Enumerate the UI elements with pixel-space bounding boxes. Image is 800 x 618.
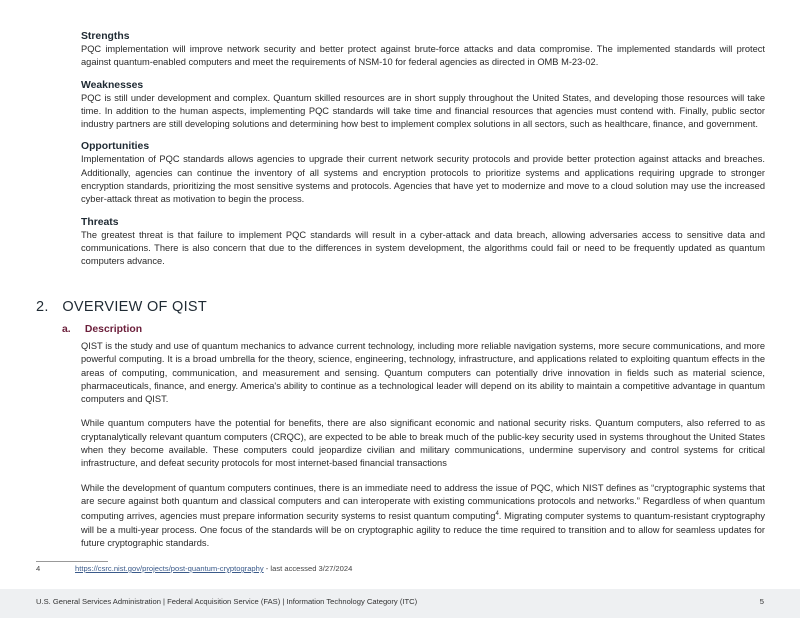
- description-paragraph-3: [81, 482, 765, 551]
- description-body: [81, 340, 765, 561]
- subsection-title-text: Description: [84, 324, 143, 335]
- footnote-number: 4: [36, 564, 41, 573]
- threats-heading: Threats: [81, 216, 119, 228]
- footer-text: U.S. General Services Administration | Federal Acquisition Service (FAS) | Information Technology Category (ITC): [36, 597, 418, 606]
- footnote: [36, 564, 352, 573]
- weaknesses-text: PQC is still under development and complex. Quantum skilled resources are in short supply throughout the United States, and developing those resources will take time. In addition to the human aspects, implementing PQC standards will take time and financial resources that agencies must contend with. Finally, public sector industry partners are still developing solutions and determining how best to implement complex solutions in all sectors, such as healthcare, finance, and government.: [81, 92, 765, 130]
- subsection-letter: a.: [62, 324, 71, 335]
- page-number: 5: [759, 597, 764, 606]
- section-title: [36, 299, 207, 315]
- swot-section: [81, 30, 765, 278]
- threats-text: The greatest threat is that failure to implement PQC standards will result in a cyber-attack and data breach, allowing adversaries access to sensitive data and communications. There is also concern that due to the differences in system development, the algorithms could fail or need to be frequently updated as quantum computers advance.: [81, 229, 765, 267]
- page-footer: [0, 589, 800, 618]
- footnote-divider: [36, 561, 108, 562]
- opportunities-heading: Opportunities: [81, 141, 150, 153]
- section-title-text: OVERVIEW OF QIST: [62, 299, 208, 315]
- footnote-reference[interactable]: 4: [495, 511, 499, 518]
- weaknesses-heading: Weaknesses: [81, 79, 144, 91]
- footnote-suffix: - last accessed 3/27/2024: [263, 564, 353, 573]
- section-number: 2.: [36, 299, 49, 315]
- description-paragraph-3-part-b: . Migrating computer systems to quantum-resistant cryptography will be a multi-year process. One focus of the standards will be on cryptographic agility to reduce the time required to transition and to allow for seamless updates for future cryptographic standards.: [81, 511, 765, 548]
- footnote-link[interactable]: https://csrc.nist.gov/projects/post-quantum-cryptography: [75, 564, 264, 573]
- strengths-heading: Strengths: [81, 31, 130, 42]
- description-paragraph-3-part-a: While the development of quantum computers continues, there is an immediate need to address the issue of PQC, which NIST defines as “cryptographic systems that are secure against both quantum and classical computers and can interoperate with existing communications protocols and networks.” Regardless of when quantum computing arrives, agencies must prepare information security systems to resist quantum computing: [81, 482, 765, 522]
- strengths-text: PQC implementation will improve network security and better protect against brute-force attacks and data compromise. The implemented standards will protect against quantum-enabled computers and meet the requirements of NSM-10 for federal agencies as directed in OMB M-23-02.: [81, 44, 765, 68]
- opportunities-text: Implementation of PQC standards allows agencies to upgrade their current network security protocols and provide better protection against attacks and breaches. Additionally, agencies can continue the inventory of all systems and encryption protocols to prioritize systems and applications requiring upgrade to stronger encryption standards, prioritizing the most sensitive systems and protocols. Agencies that have yet to modernize and move to a cloud solution may use the increased cyber-attack threat as motivation to begin the process.: [81, 154, 765, 205]
- subsection-title: [62, 324, 142, 335]
- description-paragraph-2: While quantum computers have the potential for benefits, there are also significant economic and national security risks. Quantum computers, also referred to as cryptanalytically relevant quantum computers (CRQC), are expected to be able to break much of the public-key security used in systems throughout the United States when they become available. These computers could jeopardize civilian and military communications, undermine supervisory and control systems for critical infrastructure, and defeat security protocols for most internet-based financial transactions: [81, 418, 765, 469]
- description-paragraph-1: QIST is the study and use of quantum mechanics to advance current technology, including more reliable navigation systems, more secure communications, and more powerful computing. It is a broad umbrella for the theory, science, engineering, technology, infrastructure, and applications related to exploiting quantum effects in the areas of computing, communication, and measurement and sensing. Quantum computers can potentially drive innovation in fields such as material science, pharmaceuticals, finance, and energy. America's ability to continue as a technological leader will depend on its ability to maintain a competitive advantage in quantum computers and QIST.: [81, 341, 765, 405]
